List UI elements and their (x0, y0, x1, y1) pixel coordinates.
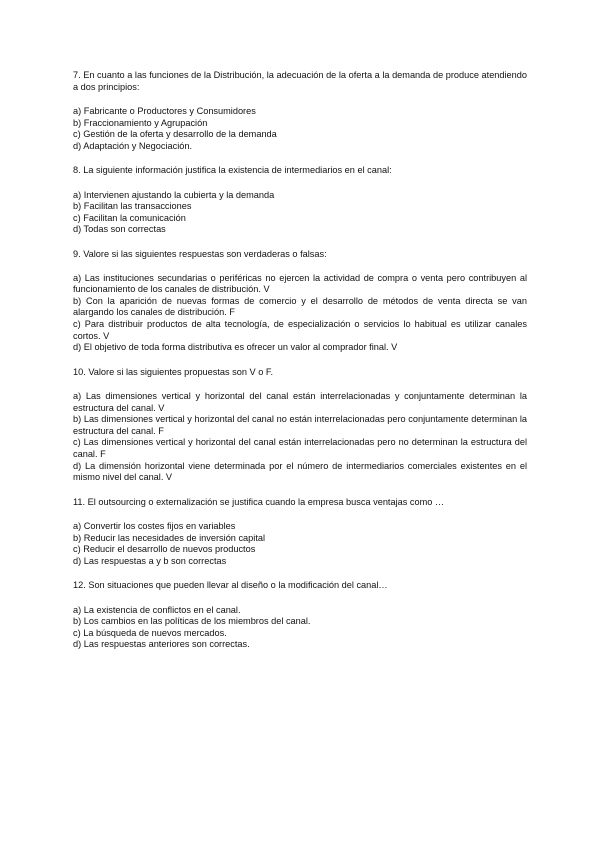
answer-option-c: c) Gestión de la oferta y desarrollo de la demanda (73, 129, 277, 140)
answer-option-a: a) Las instituciones secundarias o periféricas no ejercen la actividad de compra o venta pero contribuyen al funcionamiento de los canales de distribución. V (73, 272, 527, 295)
answer-option-d: d) El objetivo de toda forma distributiva es ofrecer un valor al comprador final. V (73, 342, 398, 353)
answer-option-c: c) Para distribuir productos de alta tecnología, de especialización o servicios lo habitual es utilizar canales cortos. V (73, 319, 527, 341)
question-7 (73, 70, 527, 152)
answer-option-b: b) Con la aparición de nuevas formas de comercio y el desarrollo de métodos de venta directa se van alargando los canales de distribución. F (73, 295, 527, 318)
answer-option-a: a) Convertir los costes fijos en variables (73, 520, 236, 531)
answer-option-b: b) Las dimensiones vertical y horizontal del canal no están interrelacionadas pero conjuntamente determinan la estructura del canal. F (73, 414, 527, 436)
question-title: 7. En cuanto a las funciones de la Distribución, la adecuación de la oferta a la demanda de produce atendiendo a dos principios: (73, 70, 527, 92)
question-title: 9. Valore si las siguientes respuestas son verdaderas o falsas: (73, 248, 327, 259)
question-8 (73, 165, 527, 236)
answer-option-c: c) Reducir el desarrollo de nuevos productos (73, 544, 256, 555)
question-11 (73, 497, 527, 568)
question-title: 8. La siguiente información justifica la existencia de intermediarios en el canal: (73, 165, 392, 176)
answer-option-d: d) Adaptación y Negociación. (73, 140, 193, 151)
answer-option-a: a) Las dimensiones vertical y horizontal del canal están interrelacionadas y conjuntamente determinan la estructura del canal. V (73, 391, 527, 413)
answer-option-c: c) Las dimensiones vertical y horizontal del canal están interrelacionadas pero no determinan la estructura del canal. F (73, 437, 527, 460)
document-page (73, 70, 527, 664)
answer-option-d: d) Todas son correctas (73, 224, 166, 235)
question-12 (73, 580, 527, 651)
answer-option-c: c) La búsqueda de nuevos mercados. (73, 627, 227, 638)
question-title: 10. Valore si las siguientes propuestas son V o F. (73, 366, 274, 377)
answer-option-b: b) Facilitan las transacciones (73, 201, 192, 212)
answer-option-a: a) La existencia de conflictos en el canal. (73, 604, 241, 615)
answer-option-d: d) La dimensión horizontal viene determinada por el número de intermediarios comerciales existentes en el mismo nivel del canal. V (73, 460, 527, 483)
answer-option-b: b) Fraccionamiento y Agrupación (73, 117, 208, 128)
question-title: 11. El outsourcing o externalización se justifica cuando la empresa busca ventajas como … (73, 496, 445, 507)
answer-option-a: a) Intervienen ajustando la cubierta y la demanda (73, 189, 275, 200)
answer-option-b: b) Reducir las necesidades de inversión capital (73, 532, 266, 543)
question-10 (73, 367, 527, 484)
answer-option-c: c) Facilitan la comunicación (73, 212, 186, 223)
answer-option-d: d) Las respuestas anteriores son correctas. (73, 639, 250, 650)
question-9 (73, 249, 527, 354)
answer-option-b: b) Los cambios en las políticas de los miembros del canal. (73, 616, 311, 627)
question-title: 12. Son situaciones que pueden llevar al diseño o la modificación del canal… (73, 580, 388, 591)
answer-option-d: d) Las respuestas a y b son correctas (73, 555, 227, 566)
answer-option-a: a) Fabricante o Productores y Consumidores (73, 105, 256, 116)
